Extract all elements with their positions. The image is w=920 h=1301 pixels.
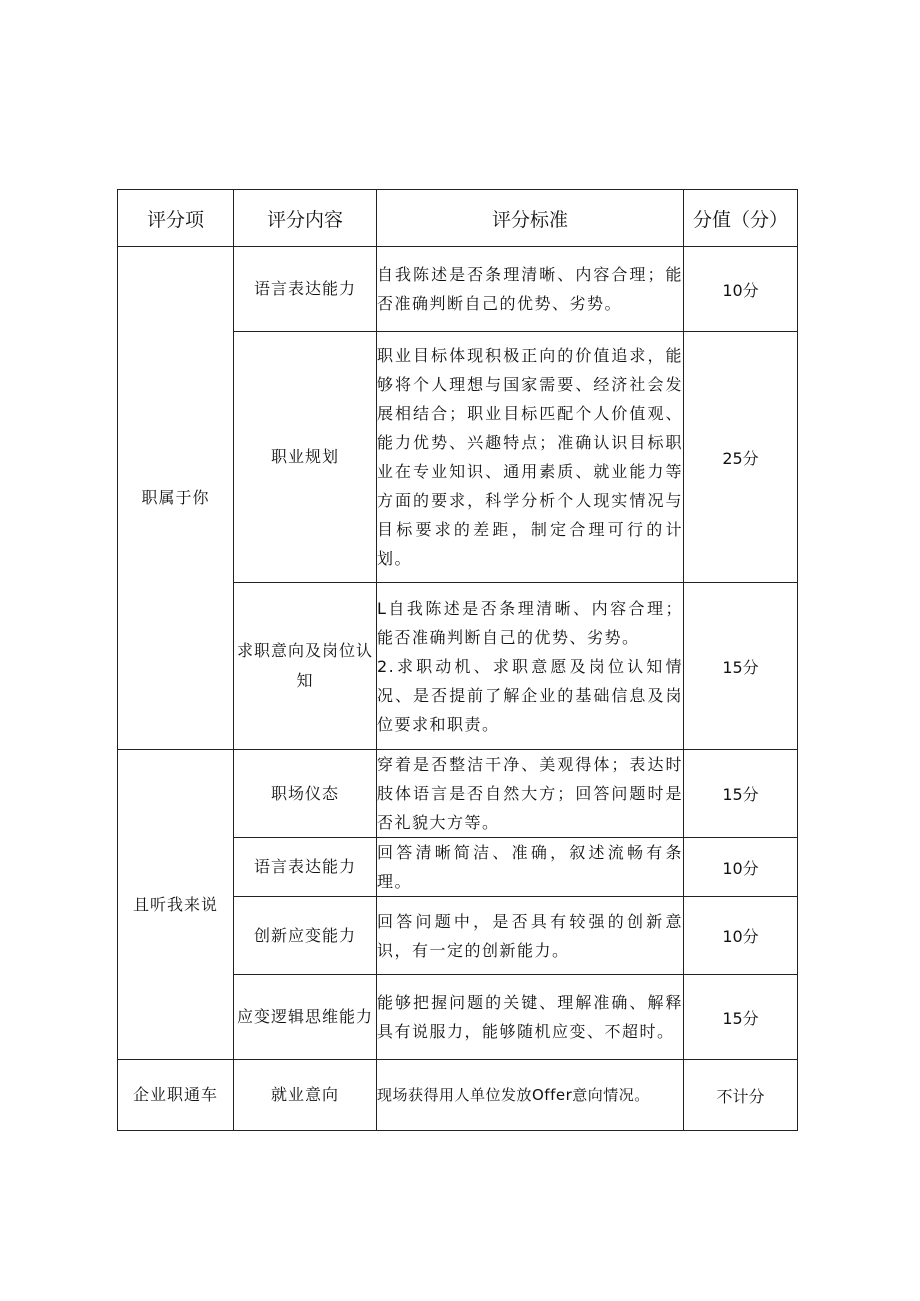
header-row	[118, 190, 798, 247]
row-criteria: 能够把握问题的关键、理解准确、解释具有说服力，能够随机应变、不超时。	[377, 975, 684, 1060]
group-item: 企业职通车	[118, 1060, 234, 1131]
header-criteria: 评分标准	[377, 190, 684, 247]
row-content: 语言表达能力	[234, 838, 377, 897]
row-criteria: 自我陈述是否条理清晰、内容合理；能否准确判断自己的优势、劣势。	[377, 247, 684, 332]
table-row	[118, 247, 798, 332]
row-criteria: 穿着是否整洁干净、美观得体；表达时肢体语言是否自然大方；回答问题时是否礼貌大方等。	[377, 750, 684, 838]
table-row	[118, 1060, 798, 1131]
table-row	[118, 750, 798, 838]
row-criteria: 职业目标体现积极正向的价值追求，能够将个人理想与国家需要、经济社会发展相结合；职业目标匹配个人价值观、能力优势、兴趣特点；准确认识目标职业在专业知识、通用素质、就业能力等方面的要求，科学分析个人现实情况与目标要求的差距，制定合理可行的计划。	[377, 332, 684, 583]
row-criteria: 现场获得用人单位发放Offer意向情况。	[377, 1060, 684, 1131]
criteria-line-2: 2.求职动机、求职意愿及岗位认知情况、是否提前了解企业的基础信息及岗位要求和职责。	[377, 656, 683, 734]
row-score: 10分	[684, 247, 798, 332]
row-content: 就业意向	[234, 1060, 377, 1131]
row-score: 10分	[684, 897, 798, 975]
row-score: 15分	[684, 975, 798, 1060]
row-score: 15分	[684, 750, 798, 838]
row-criteria	[377, 583, 684, 750]
row-criteria: 回答清晰简洁、准确，叙述流畅有条理。	[377, 838, 684, 897]
row-criteria: 回答问题中，是否具有较强的创新意识，有一定的创新能力。	[377, 897, 684, 975]
row-score: 不计分	[684, 1060, 798, 1131]
row-content: 创新应变能力	[234, 897, 377, 975]
criteria-line-1: L自我陈述是否条理清晰、内容合理；能否准确判断自己的优势、劣势。	[377, 598, 683, 647]
row-content: 职业规划	[234, 332, 377, 583]
header-score: 分值（分）	[684, 190, 798, 247]
row-content: 求职意向及岗位认知	[234, 583, 377, 750]
header-content: 评分内容	[234, 190, 377, 247]
header-item: 评分项	[118, 190, 234, 247]
group-item: 职属于你	[118, 247, 234, 750]
group-item: 且听我来说	[118, 750, 234, 1060]
row-score: 10分	[684, 838, 798, 897]
row-content: 职场仪态	[234, 750, 377, 838]
row-score: 25分	[684, 332, 798, 583]
scoring-table	[117, 189, 798, 1131]
row-score: 15分	[684, 583, 798, 750]
row-content: 应变逻辑思维能力	[234, 975, 377, 1060]
row-content: 语言表达能力	[234, 247, 377, 332]
